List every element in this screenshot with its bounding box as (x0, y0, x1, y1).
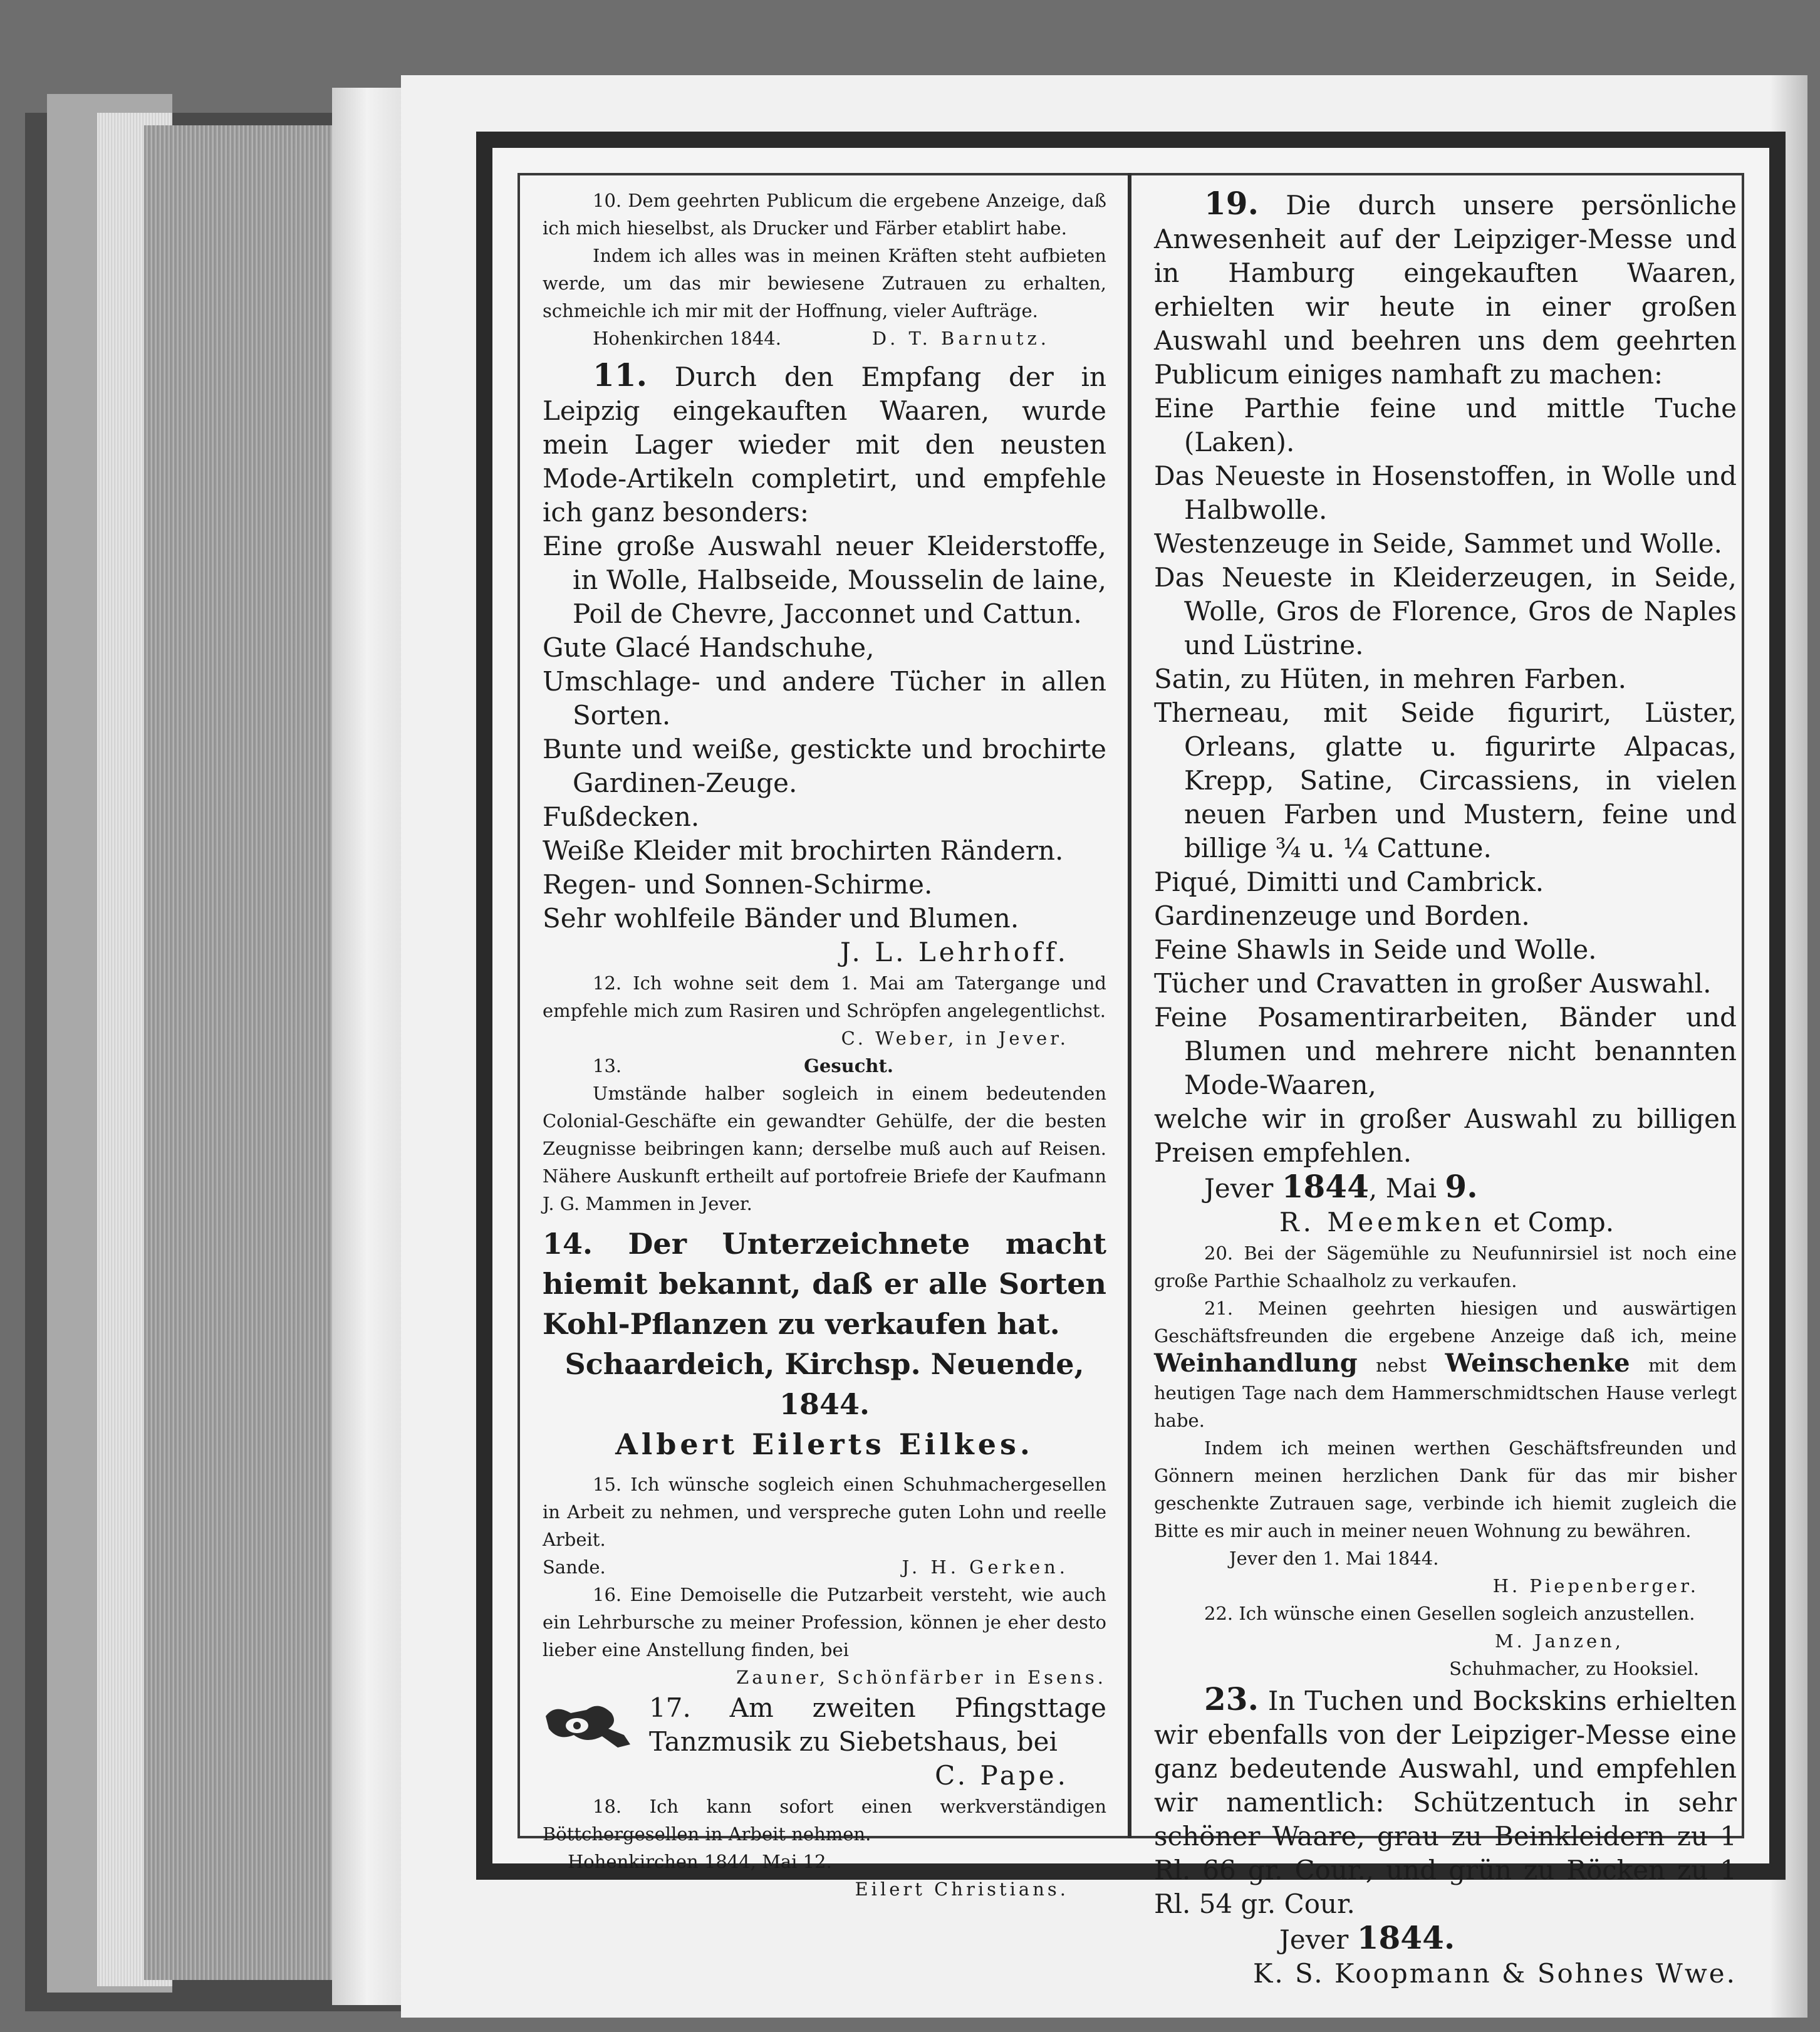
advert-21-text2: Indem ich meinen werthen Geschäftsfreunden und Gönnern meinen herzlichen Dank für das mir bisher geschenkte Zutrauen sage, verbinde ich hiemit zugleich die Bitte es mir auch in meiner neuen Wohnung zu bewähren. (1154, 1437, 1737, 1541)
advert-19-item: Therneau, mit Seide figurirt, Lüster, Orleans, glatte u. figurirte Alpacas, Krepp, Satine, Circassiens, in vielen neuen Farben und Mustern, feine und billige ¾ u. ¼ Cattune. (1154, 697, 1737, 863)
advert-11 (543, 358, 1106, 969)
advert-11-item: Eine große Auswahl neuer Kleiderstoffe, in Wolle, Halbseide, Mousselin de laine, Poil de Chevre, Jacconnet und Cattun. (543, 531, 1106, 629)
advert-19-item: Piqué, Dimitti und Cambrick. (1154, 867, 1544, 897)
advert-11-item: Gute Glacé Handschuhe, (543, 632, 875, 663)
advert-19 (1154, 187, 1737, 1239)
advert-23-signature: K. S. Koopmann & Sohnes Wwe. (1252, 1958, 1737, 1989)
advert-16-signature: Zauner, Schönfärber in Esens. (736, 1667, 1106, 1688)
advert-19-place (1154, 1170, 1737, 1206)
advert-16 (543, 1581, 1106, 1691)
advert-22 (1154, 1600, 1737, 1682)
advert-19-item: Das Neueste in Kleiderzeugen, in Seide, Wolle, Gros de Florence, Gros de Naples und Lüstrine. (1154, 562, 1737, 660)
advert-17 (543, 1691, 1106, 1759)
advert-17-signature: C. Pape. (935, 1760, 1069, 1791)
advert-22-text: 22. Ich wünsche einen Gesellen sogleich anzustellen. (1204, 1603, 1695, 1624)
advert-10-text2: Indem ich alles was in meinen Kräften steht aufbieten werde, um das mir bewiesene Zutrauen zu erhalten, schmeichle ich mir mit der Hoffnung, vieler Aufträge. (543, 245, 1106, 321)
advert-19-item: Eine Parthie feine und mittle Tuche (Laken). (1154, 393, 1737, 457)
advert-16-text: 16. Eine Demoiselle die Putzarbeit versteht, wie auch ein Lehrbursche zu meiner Profession, können je eher desto lieber eine Anstellung finden, bei (543, 1584, 1106, 1660)
advert-13-number: 13. (593, 1055, 622, 1076)
advert-21-mid: nebst (1357, 1355, 1445, 1376)
advert-23 (1154, 1682, 1737, 1991)
advert-19-item: Das Neueste in Hosenstoffen, in Wolle und Halbwolle. (1154, 461, 1737, 525)
advert-20 (1154, 1239, 1737, 1295)
advert-11-number: 11. (593, 357, 647, 393)
advert-10-footer (543, 325, 1106, 352)
advert-15-text: 15. Ich wünsche sogleich einen Schuhmachergesellen in Arbeit zu nehmen, und verspreche guten Lohn und reelle Arbeit. (543, 1474, 1106, 1550)
advert-22-signature: M. Janzen, (1494, 1630, 1624, 1652)
advert-13-heading: Gesucht. (804, 1055, 893, 1076)
advert-12 (543, 969, 1106, 1052)
advert-19-item: Westenzeuge in Seide, Sammet und Wolle. (1154, 528, 1722, 559)
advert-21 (1154, 1295, 1737, 1600)
advert-19-place-mid: , Mai (1368, 1173, 1445, 1204)
advert-23-year: 1844. (1356, 1919, 1455, 1956)
advert-23-number: 23. (1204, 1680, 1259, 1717)
advert-11-item: Fußdecken. (543, 801, 700, 832)
advert-23-text: In Tuchen und Bockskins erhielten wir ebenfalls von der Leipziger-Messe eine ganz bedeutende Auswahl, und empfehlen wir namentlich: Schützentuch in sehr schöner Waare, grau zu Beinkleidern zu 1 Rl. 66 gr. Cour., und grün zu Röcken zu 1 Rl. 54 gr. Cour. (1154, 1686, 1737, 1919)
advert-12-text: 12. Ich wohne seit dem 1. Mai am Tatergange und empfehle mich zum Rasiren und Schröpfen angelegentlichst. (543, 972, 1106, 1021)
advert-13 (543, 1052, 1106, 1217)
advert-13-text: Umstände halber sogleich in einem bedeutenden Colonial-Geschäfte ein gewandter Gehülfe, der die besten Zeugnisse beibringen kann; derselbe muß auch auf Reisen. Nähere Auskunft ertheilt auf portofreie Briefe der Kaufmann J. G. Mammen in Jever. (543, 1083, 1106, 1214)
advert-21-bold2: Weinschenke (1445, 1348, 1630, 1378)
advert-11-item: Umschlage- und andere Tücher in allen Sorten. (543, 666, 1106, 731)
advert-19-day: 9. (1445, 1168, 1478, 1205)
advert-11-item: Regen- und Sonnen-Schirme. (543, 869, 933, 900)
advert-12-signature: C. Weber, in Jever. (841, 1028, 1069, 1049)
advert-10-signature: D. T. Barnutz. (871, 328, 1050, 349)
advert-19-year: 1844 (1281, 1168, 1369, 1205)
advert-20-text: 20. Bei der Sägemühle zu Neufunnirsiel ist noch eine große Parthie Schaalholz zu verkaufen. (1154, 1243, 1737, 1291)
advert-21-place: Jever den 1. Mai 1844. (1229, 1548, 1439, 1569)
advert-11-item: Weiße Kleider mit brochirten Rändern. (543, 835, 1064, 866)
advert-15-signature: J. H. Gerken. (902, 1556, 1069, 1578)
advert-10-place: Hohenkirchen 1844. (593, 328, 781, 349)
guitar-hand-icon (543, 1691, 637, 1754)
advert-11-signature: J. L. Lehrhoff. (840, 937, 1069, 967)
advert-11-item: Sehr wohlfeile Bänder und Blumen. (543, 903, 1019, 934)
advert-19-text: Die durch unsere persönliche Anwesenheit auf der Leipziger-Messe und in Hamburg eingekauften Waaren, erhielten wir heute in einer großen Auswahl und beehren uns dem geehrten Publicum einiges namhaft zu machen: (1154, 190, 1737, 390)
advert-15-place: Sande. (543, 1556, 606, 1578)
advert-18-text: 18. Ich kann sofort einen werkverständigen Böttchergesellen in Arbeit nehmen. (543, 1796, 1106, 1845)
advert-10-text: 10. Dem geehrten Publicum die ergebene Anzeige, daß ich mich hieselbst, als Drucker und Färber etablirt habe. (543, 190, 1106, 239)
advert-19-number: 19. (1204, 185, 1259, 222)
advert-19-item: Satin, zu Hüten, in mehren Farben. (1154, 664, 1627, 694)
advert-19-signature: R. Meemken (1279, 1207, 1485, 1237)
advert-21-signature: H. Piepenberger. (1492, 1575, 1699, 1597)
advert-21-text-b: mit dem heutigen Tage nach dem Hammerschmidtschen Hause verlegt habe. (1154, 1355, 1737, 1431)
advert-22-signature2: Schuhmacher, zu Hooksiel. (1449, 1658, 1699, 1679)
advert-11-item: Bunte und weiße, gestickte und brochirte Gardinen-Zeuge. (543, 734, 1106, 798)
advert-14-signature: Albert Eilerts Eilkes. (615, 1427, 1034, 1461)
advert-23-place-prefix: Jever (1279, 1924, 1357, 1955)
advert-15 (543, 1471, 1106, 1581)
advert-19-item: Gardinenzeuge und Borden. (1154, 900, 1530, 931)
advert-19-item: Tücher und Cravatten in großer Auswahl. (1154, 968, 1712, 999)
advert-23-place (1154, 1921, 1737, 1957)
advert-21-text-a: 21. Meinen geehrten hiesigen und auswärtigen Geschäftsfreunden die ergebene Anzeige daß ich, meine (1154, 1298, 1737, 1347)
column-divider (1128, 173, 1131, 1838)
advert-19-item: Feine Posamentirarbeiten, Bänder und Blumen und mehrere nicht benannten Mode-Waaren, (1154, 1002, 1737, 1100)
advert-19-signature-line (1154, 1206, 1737, 1239)
advert-11-text: Durch den Empfang der in Leipzig eingekauften Waaren, wurde mein Lager wieder mit den neusten Mode-Artikeln completirt, und empfehle ich ganz besonders: (543, 362, 1106, 528)
right-column (1154, 187, 1737, 1991)
advert-18 (543, 1793, 1106, 1903)
advert-19-closing: welche wir in großer Auswahl zu billigen Preisen empfehlen. (1154, 1103, 1737, 1168)
advert-18-signature: Eilert Christians. (855, 1878, 1069, 1900)
ornamental-frame (476, 132, 1786, 1989)
advert-14 (543, 1224, 1106, 1464)
advert-19-item: Feine Shawls in Seide und Wolle. (1154, 934, 1597, 965)
advert-10 (543, 187, 1106, 352)
advert-21-bold1: Weinhandlung (1154, 1348, 1358, 1378)
advert-19-place-prefix: Jever (1204, 1173, 1282, 1204)
advert-17-text: 17. Am zweiten Pfingsttage Tanzmusik zu Siebetshaus, bei (649, 1692, 1106, 1757)
left-column (543, 187, 1106, 1903)
advert-18-place: Hohenkirchen 1844, Mai 12. (568, 1851, 832, 1872)
advert-14-text: 14. Der Unterzeichnete macht hiemit bekannt, daß er alle Sorten Kohl-Pflanzen zu verkaufen hat. (543, 1227, 1106, 1341)
advert-19-signature-suffix: et Comp. (1493, 1207, 1615, 1237)
advert-14-place: Schaardeich, Kirchsp. Neuende, 1844. (564, 1347, 1084, 1421)
page-edges (144, 125, 332, 1980)
